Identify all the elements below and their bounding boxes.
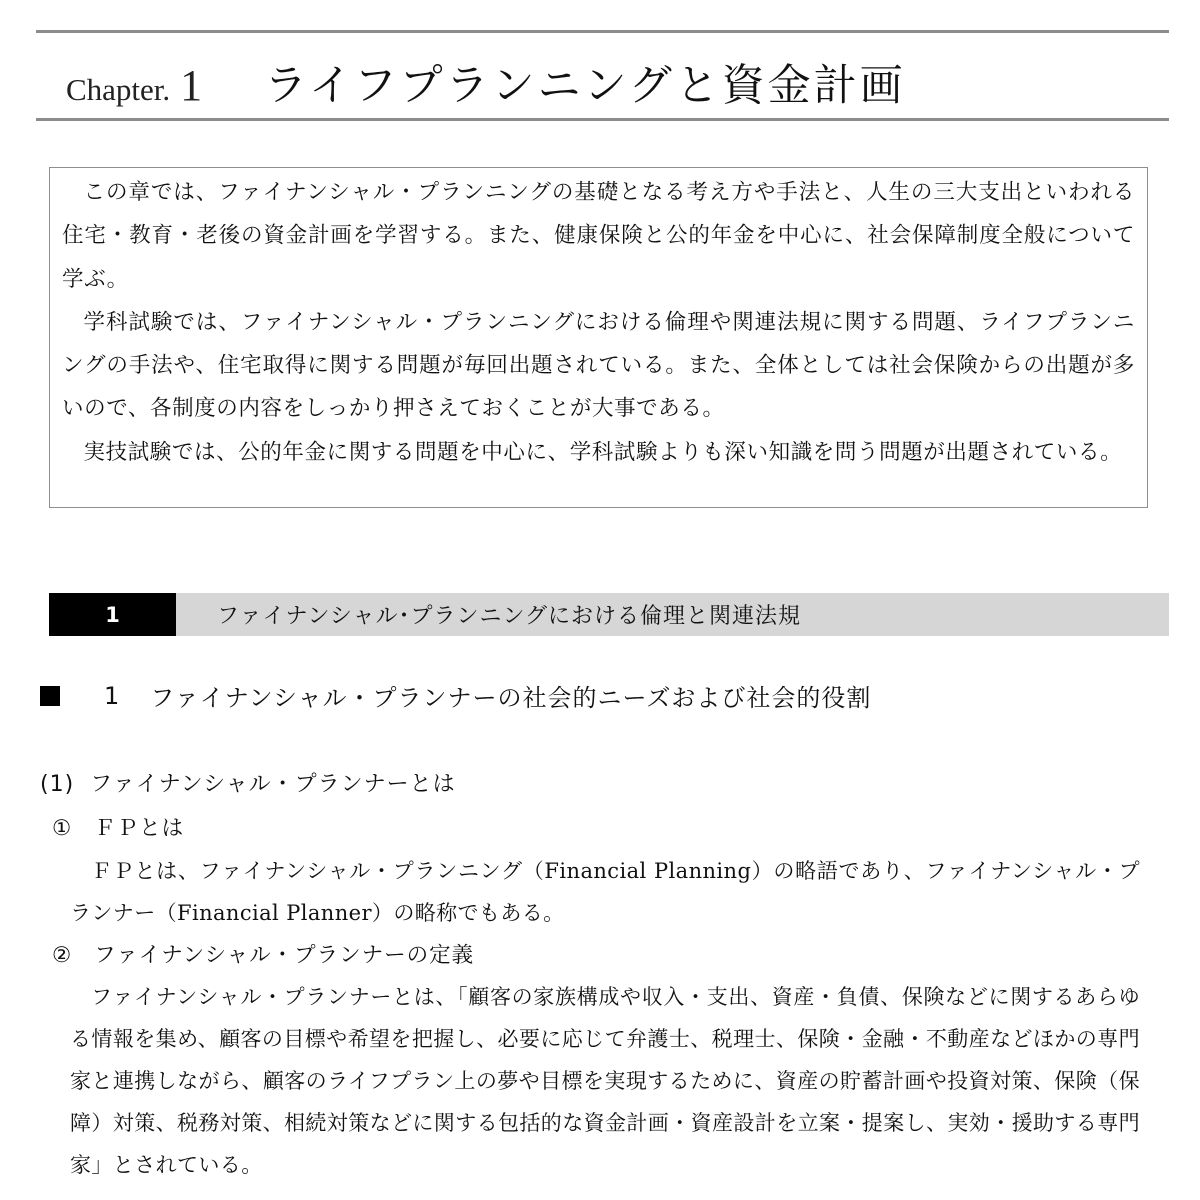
black-square-icon <box>40 686 60 706</box>
subitem-title: ＦＰとは <box>94 816 185 841</box>
section-heading-bar <box>49 593 1169 636</box>
item-number: (1) <box>40 772 75 797</box>
chapter-heading <box>66 52 906 112</box>
circled-number-marker: ② <box>52 943 73 968</box>
chapter-number: 1 <box>180 61 203 110</box>
subitem-heading <box>52 938 474 969</box>
subitem-title: ファイナンシャル・プランナーの定義 <box>94 943 475 968</box>
chapter-label: Chapter. <box>66 72 171 107</box>
header-bottom-rule <box>36 118 1169 121</box>
chapter-title: ライフプランニングと資金計画 <box>264 61 906 111</box>
intro-paragraph: この章では、ファイナンシャル・プランニングの基礎となる考え方や手法と、人生の三大支出といわれる住宅・教育・老後の資金計画を学習する。また、健康保険と公的年金を中心に、社会保障制度全般について学ぶ。 <box>62 180 1135 292</box>
intro-paragraph: 学科試験では、ファイナンシャル・プランニングにおける倫理や関連法規に関する問題、ライフプランニングの手法や、住宅取得に関する問題が毎回出題されている。また、全体としては社会保険からの出題が多いので、各制度の内容をしっかり押さえておくことが大事である。 <box>62 309 1135 422</box>
subitem-body: ファイナンシャル・プランナーとは、「顧客の家族構成や収入・支出、資産・負債、保険などに関するあらゆる情報を集め、顧客の目標や希望を把握し、必要に応じて弁護士、税理士、保険・金融・不動産などほかの専門家と連携しながら、顧客のライフプラン上の夢や目標を実現するために、資産の貯蓄計画や投資対策、保険（保障）対策、税務対策、相続対策などに関する包括的な資金計画・資産設計を立案・提案し、実効・援助する専門家」とされている。 <box>70 985 1140 1177</box>
subsection-title: ファイナンシャル・プランナーの社会的ニーズおよび社会的役割 <box>150 684 872 712</box>
item-title: ファイナンシャル・プランナーとは <box>90 772 456 797</box>
subsection-heading <box>40 678 871 713</box>
intro-paragraph: 実技試験では、公的年金に関する問題を中心に、学科試験よりも深い知識を問う問題が出題されている。 <box>83 439 1123 465</box>
subitem-body: ＦＰとは、ファイナンシャル・プランニング（Financial Planning）の略語であり、ファイナンシャル・プランナー（Financial Planner）の略称でもある。 <box>70 859 1140 925</box>
top-rule <box>36 30 1169 33</box>
chapter-intro-box <box>49 167 1148 508</box>
section-title: ファイナンシャル･プランニングにおける倫理と関連法規 <box>217 604 802 629</box>
subsection-number: 1 <box>104 681 121 710</box>
subitem-heading <box>52 811 184 842</box>
item-heading <box>40 767 456 798</box>
section-number: 1 <box>49 593 176 636</box>
circled-number-marker: ① <box>52 816 73 841</box>
